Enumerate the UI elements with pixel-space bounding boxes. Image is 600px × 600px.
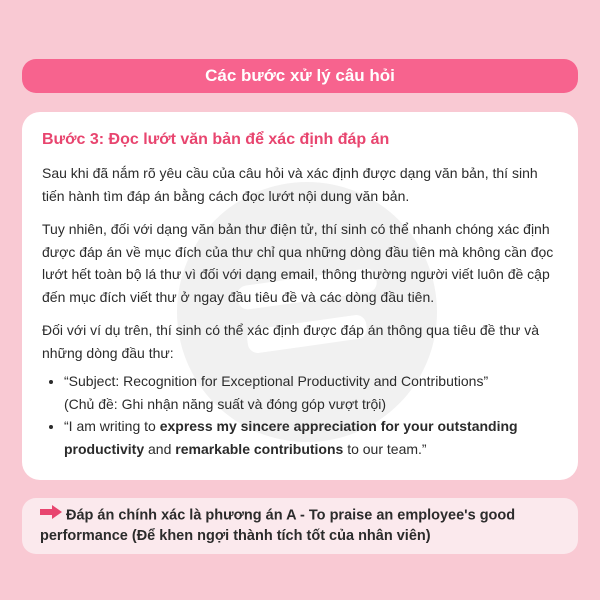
list-item (64, 415, 562, 460)
content-card (22, 112, 578, 480)
step-title: Bước 3: Đọc lướt văn bản để xác định đáp án (42, 131, 390, 148)
example-list (42, 370, 562, 460)
quote-bold-1: express my sincere appreciation for your outstanding productivity (64, 418, 518, 457)
paragraph-2: Tuy nhiên, đối với dạng văn bản thư điện tử, thí sinh có thể nhanh chóng xác định được đáp án về mục đích của thư chỉ qua những dòng đầu tiên mà không cần đọc lướt hết toàn bộ lá thư vì đối với dạng email, thông thường người viết luôn đề cập đến mục đích viết thư ở ngay đầu tiêu đề và các dòng đầu tiên. (42, 221, 554, 305)
subject-translation: (Chủ đề: Ghi nhận năng suất và đóng góp vượt trội) (64, 395, 387, 412)
subject-quote: “Subject: Recognition for Exceptional Productivity and Contributions” (64, 373, 489, 389)
section-header-title: Các bước xử lý câu hỏi (205, 66, 395, 85)
quote-text-1: “I am writing to (64, 418, 160, 434)
list-item (64, 370, 562, 415)
quote-text-2: and (144, 440, 176, 457)
paragraph-3: Đối với ví dụ trên, thí sinh có thể xác định được đáp án thông qua tiêu đề thư và những dòng đầu thư: (42, 322, 540, 361)
answer-box (22, 498, 578, 554)
answer-text: Đáp án chính xác là phương án A - To praise an employee's good performance (Để khen ngợi thành tích tốt của nhân viên) (40, 507, 516, 545)
paragraph-1: Sau khi đã nắm rõ yêu cầu của câu hỏi và xác định được dạng văn bản, thí sinh tiến hành tìm đáp án bằng cách đọc lướt nội dung văn bản. (42, 165, 538, 204)
section-header (22, 59, 578, 93)
quote-bold-2: remarkable contributions (175, 440, 344, 457)
right-arrow-icon (40, 505, 62, 526)
quote-text-3: to our team.” (343, 440, 427, 457)
